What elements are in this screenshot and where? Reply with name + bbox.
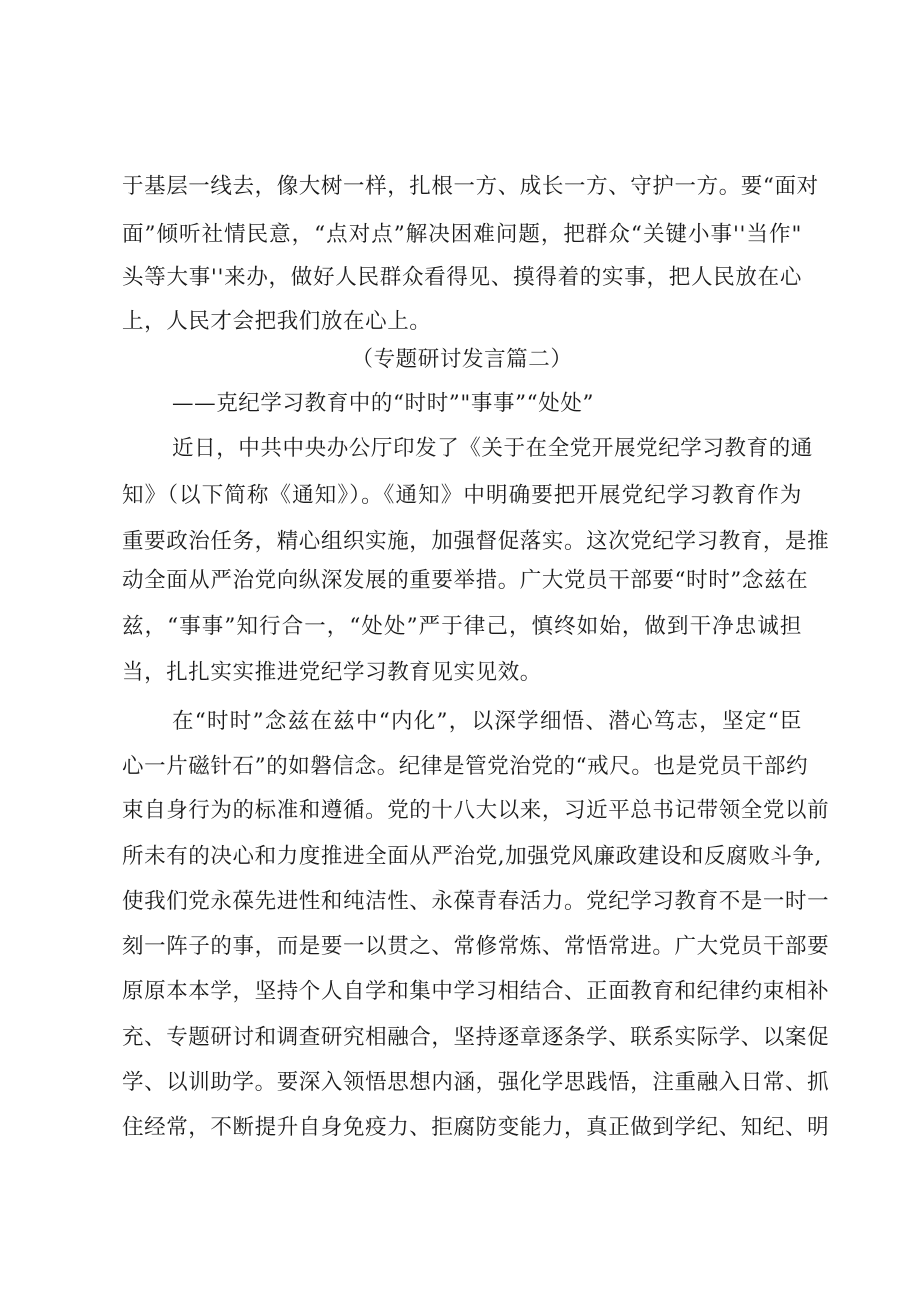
- para2-line-1: 在“时时”念兹在兹中“内化”，以深学细悟、潜心笃志，坚定“臣: [172, 709, 802, 734]
- section-title: （专题研讨发言篇二）: [351, 347, 573, 372]
- intro-line-3: 头等大事''来办，做好人民群众看得见、摸得着的实事，把人民放在心: [122, 265, 802, 290]
- para2-line-9: 学、以训助学。要深入领悟思想内涵，强化学思践悟，注重融入日常、抓: [122, 1070, 830, 1095]
- para2-line-2: 心一片磁针石”的如磐信念。纪律是管党治党的“戒尺。也是党员干部约: [122, 754, 809, 779]
- para1-line-5: 兹，“事事”知行合一，“处处”严于律己，慎终如始，做到干净忠诚担: [122, 614, 802, 639]
- para2-line-7: 原原本本学，坚持个人自学和集中学习相结合、正面教育和纪律约束相补: [122, 979, 830, 1004]
- para2-line-8: 充、专题研讨和调查研究相融合，坚持逐章逐条学、联系实际学、以案促: [122, 1025, 830, 1050]
- para2-line-10: 住经常，不断提升自身免疫力、拒腐防变能力，真正做到学纪、知纪、明: [122, 1115, 830, 1140]
- para1-line-4: 动全面从严治党向纵深发展的重要举措。广大党员干部要“时时”念兹在: [122, 568, 809, 593]
- section-subtitle: ——克纪学习教育中的“时时”"事事”“处处”: [172, 391, 595, 416]
- para1-line-2: 知》（以下简称《通知》）。《通知》中明确要把开展党纪学习教育作为: [122, 483, 802, 508]
- para1-line-6: 当，扎扎实实推进党纪学习教育见实见效。: [122, 660, 542, 685]
- para1-line-3: 重要政治任务，精心组织实施，加强督促落实。这次党纪学习教育，是推: [122, 529, 830, 554]
- para2-line-3: 束自身行为的标准和遵循。党的十八大以来，习近平总书记带领全党以前: [122, 798, 830, 823]
- intro-line-4: 上，人民才会把我们放在心上。: [122, 309, 432, 334]
- para2-line-6: 刻一阵子的事，而是要一以贯之、常修常炼、常悟常进。广大党员干部要: [122, 934, 830, 959]
- intro-line-2: 面”倾听社情民意，“点对点”解决困难问题，把群众“关键小事''当作": [122, 222, 802, 247]
- intro-line-1: 于基层一线去，像大树一样，扎根一方、成长一方、守护一方。要“面对: [122, 174, 819, 199]
- para2-line-5: 使我们党永葆先进性和纯洁性、永葆青春活力。党纪学习教育不是一时一: [122, 889, 830, 914]
- para1-line-1: 近日，中共中央办公厅印发了《关于在全党开展党纪学习教育的通: [172, 436, 813, 461]
- para2-line-4: 所未有的决心和力度推进全面从严治党,加强党风廉政建设和反腐败斗争,: [122, 844, 822, 869]
